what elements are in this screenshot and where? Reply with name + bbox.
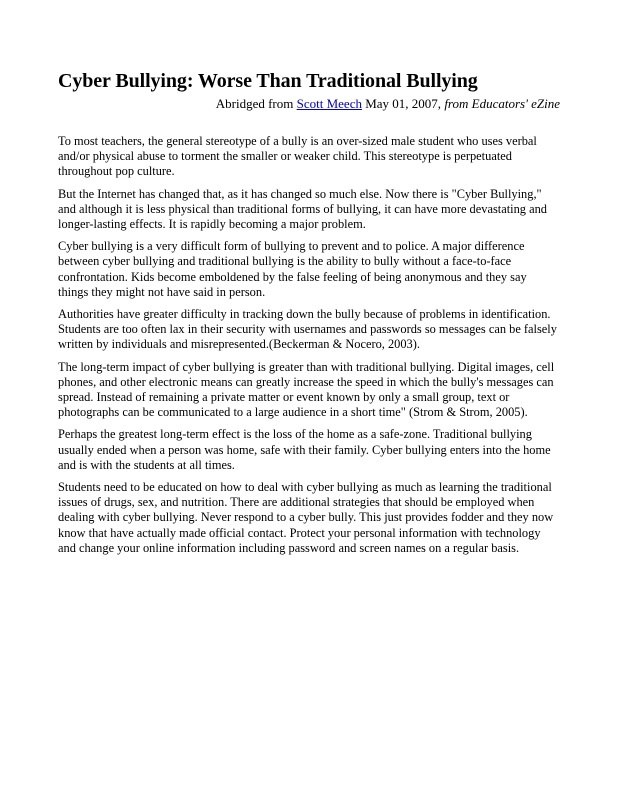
paragraph: Cyber bullying is a very difficult form of bullying to prevent and to police. A major difference between cyber bullying and traditional bullying is the ability to bully without a face-to-face confrontation. Kids become emboldened by the false feeling of being anonymous and they say things they might not have said in person. [58, 239, 527, 299]
paragraph: Students need to be educated on how to deal with cyber bullying as much as learning the traditional issues of drugs, sex, and nutrition. There are additional strategies that should be employed when dealing with cyber bullying. Never respond to a cyber bully. This just provides fodder and they now know that have actually made official contact. Protect your personal information with technology and change your online information including password and screen names on a regular basis. [58, 480, 554, 555]
paragraph: The long-term impact of cyber bullying is greater than with traditional bullying. Digital images, cell phones, and other electronic means can greatly increase the speed in which the bully's messages can spread. Instead of remaining a private matter or event known by only a small group, text or photographs can be communicated to a large audience in a short time" (Strom & Strom, 2005). [58, 359, 555, 420]
paragraph: Authorities have greater difficulty in tracking down the bully because of problems in identification. Students are too often lax in their security with usernames and passwords so messages can be falsely written by individuals and misrepresented.(Beckerman & Nocero, 2003). [58, 307, 557, 352]
byline-prefix: Abridged from [215, 96, 297, 111]
article-body [58, 134, 560, 556]
article-title: Cyber Bullying: Worse Than Traditional Bullying [58, 70, 478, 92]
byline-source: from Educators' eZine [444, 96, 560, 111]
byline [58, 96, 560, 112]
paragraph: To most teachers, the general stereotype of a bully is an over-sized male student who uses verbal and/or physical abuse to torment the smaller or weaker child. This stereotype is perpetuated throughout pop culture. [58, 134, 537, 179]
paragraph: Perhaps the greatest long-term effect is the loss of the home as a safe-zone. Traditional bullying usually ended when a person was home, safe with their family. Cyber bullying enters into the home and is with the students at all times. [58, 427, 551, 472]
byline-date: May 01, 2007, [361, 96, 445, 111]
paragraph: But the Internet has changed that, as it has changed so much else. Now there is "Cyber Bullying," and although it is less physical than traditional forms of bullying, it can have more devastating and longer-lasting effects. It is rapidly becoming a major problem. [58, 186, 547, 232]
author-link[interactable]: Scott Meech [296, 96, 362, 111]
